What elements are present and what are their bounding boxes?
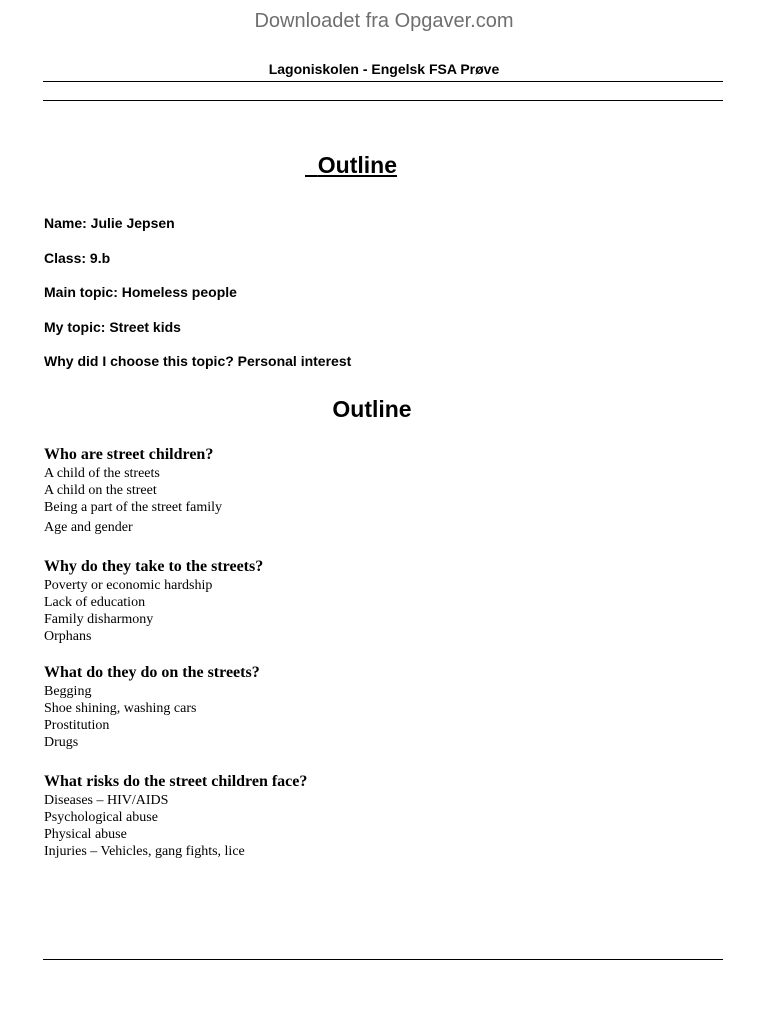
- list-item: Injuries – Vehicles, gang fights, lice: [44, 844, 245, 859]
- info-main-topic: Main topic: Homeless people: [44, 284, 237, 300]
- outline-title-underlined: [305, 152, 397, 179]
- footer-rule: [43, 959, 723, 960]
- list-item: Physical abuse: [44, 827, 127, 842]
- list-item: Lack of education: [44, 595, 146, 610]
- watermark-text: Downloadet fra Opgaver.com: [254, 10, 514, 32]
- document-header-title: Lagoniskolen - Engelsk FSA Prøve: [268, 61, 500, 77]
- list-item: Family disharmony: [44, 612, 154, 627]
- list-item: Shoe shining, washing cars: [44, 701, 197, 716]
- list-item: Psychological abuse: [44, 810, 158, 825]
- list-item: Orphans: [44, 629, 92, 644]
- outline-heading: Outline: [332, 396, 412, 422]
- header-rule-top: [43, 81, 723, 82]
- section-heading: Why do they take to the streets?: [44, 558, 264, 575]
- outline-title-text: Outline: [317, 152, 398, 178]
- section-why-take-to-streets: [44, 558, 263, 645]
- list-item: Drugs: [44, 735, 79, 750]
- list-item: Poverty or economic hardship: [44, 578, 213, 593]
- list-item: Being a part of the street family: [44, 500, 223, 515]
- section-heading: What risks do the street children face?: [44, 773, 308, 790]
- list-item: Age and gender: [44, 520, 133, 535]
- list-item: A child on the street: [44, 483, 157, 498]
- info-my-topic: My topic: Street kids: [44, 319, 181, 335]
- header-rule-bottom: [43, 100, 723, 101]
- section-heading: Who are street children?: [44, 446, 214, 463]
- section-what-do-they-do: [44, 664, 260, 751]
- section-heading: What do they do on the streets?: [44, 664, 260, 681]
- info-why-topic: Why did I choose this topic? Personal interest: [44, 353, 352, 369]
- list-item: Diseases – HIV/AIDS: [44, 793, 169, 808]
- section-who-are-street-children: [44, 446, 222, 536]
- section-risks: [44, 773, 307, 860]
- info-class: Class: 9.b: [44, 250, 111, 266]
- info-name: Name: Julie Jepsen: [44, 215, 175, 231]
- list-item: A child of the streets: [44, 466, 160, 481]
- list-item: Begging: [44, 684, 92, 699]
- list-item: Prostitution: [44, 718, 110, 733]
